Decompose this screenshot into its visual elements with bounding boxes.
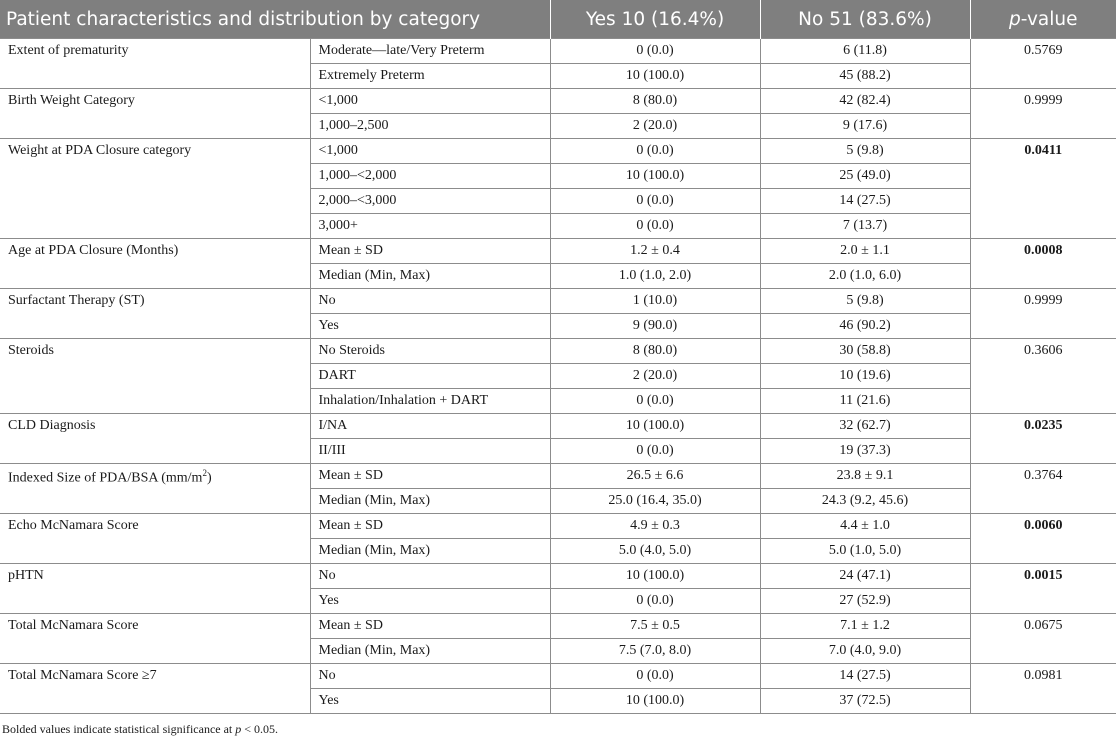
no-value: 32 (62.7): [760, 414, 970, 439]
table-row: [0, 139, 1116, 164]
subcategory-label: <1,000: [310, 89, 550, 114]
subcategory-label: No: [310, 564, 550, 589]
p-value: 0.0015: [970, 564, 1116, 614]
subcategory-label: Median (Min, Max): [310, 639, 550, 664]
yes-value: 0 (0.0): [550, 139, 760, 164]
table-row: [0, 414, 1116, 439]
subcategory-label: Median (Min, Max): [310, 264, 550, 289]
subcategory-label: Median (Min, Max): [310, 489, 550, 514]
no-value: 10 (19.6): [760, 364, 970, 389]
table-row: [0, 614, 1116, 639]
no-value: 25 (49.0): [760, 164, 970, 189]
p-value: 0.3606: [970, 339, 1116, 414]
no-value: 7.0 (4.0, 9.0): [760, 639, 970, 664]
header-yes-group: Yes 10 (16.4%): [550, 0, 760, 39]
no-value: 2.0 (1.0, 6.0): [760, 264, 970, 289]
subcategory-label: Median (Min, Max): [310, 539, 550, 564]
subcategory-label: 1,000–<2,000: [310, 164, 550, 189]
footnote-text-after: < 0.05.: [241, 722, 279, 736]
yes-value: 25.0 (16.4, 35.0): [550, 489, 760, 514]
yes-value: 0 (0.0): [550, 389, 760, 414]
table-row: [0, 239, 1116, 264]
no-value: 5.0 (1.0, 5.0): [760, 539, 970, 564]
subcategory-label: 2,000–<3,000: [310, 189, 550, 214]
p-value: 0.0060: [970, 514, 1116, 564]
no-value: 45 (88.2): [760, 64, 970, 89]
subcategory-label: Yes: [310, 314, 550, 339]
no-value: 14 (27.5): [760, 189, 970, 214]
yes-value: 0 (0.0): [550, 664, 760, 689]
yes-value: 0 (0.0): [550, 39, 760, 64]
table-row: [0, 339, 1116, 364]
subcategory-label: Yes: [310, 689, 550, 714]
yes-value: 1 (10.0): [550, 289, 760, 314]
no-value: 30 (58.8): [760, 339, 970, 364]
category-label-tail: ): [206, 470, 212, 486]
table-row: [0, 514, 1116, 539]
no-value: 5 (9.8): [760, 139, 970, 164]
category-cell: [0, 514, 310, 564]
subcategory-label: Mean ± SD: [310, 464, 550, 489]
subcategory-label: No Steroids: [310, 339, 550, 364]
category-cell: [0, 464, 310, 514]
yes-value: 0 (0.0): [550, 439, 760, 464]
category-cell: [0, 414, 310, 464]
yes-value: 2 (20.0): [550, 364, 760, 389]
p-value: 0.0981: [970, 664, 1116, 714]
no-value: 11 (21.6): [760, 389, 970, 414]
category-label: Birth Weight Category: [8, 93, 135, 108]
subcategory-label: Extremely Preterm: [310, 64, 550, 89]
subcategory-label: Yes: [310, 589, 550, 614]
p-value: 0.9999: [970, 89, 1116, 139]
yes-value: 10 (100.0): [550, 414, 760, 439]
category-label: Steroids: [8, 343, 54, 358]
category-label: Indexed Size of PDA/BSA (mm/m: [8, 470, 203, 486]
no-value: 46 (90.2): [760, 314, 970, 339]
category-cell: [0, 564, 310, 614]
table-row: [0, 664, 1116, 689]
header-characteristics: Patient characteristics and distribution by category: [0, 0, 550, 39]
category-cell: [0, 339, 310, 414]
category-cell: [0, 239, 310, 289]
table-row: [0, 39, 1116, 64]
subcategory-label: Moderate—late/Very Preterm: [310, 39, 550, 64]
subcategory-label: Mean ± SD: [310, 239, 550, 264]
footnote-text-before: Bolded values indicate statistical significance at: [2, 722, 236, 736]
yes-value: 10 (100.0): [550, 564, 760, 589]
category-label: Total McNamara Score ≥7: [8, 668, 157, 683]
footnote-p-italic: p: [235, 722, 242, 736]
yes-value: 8 (80.0): [550, 339, 760, 364]
table-header-row: [0, 0, 1116, 39]
p-value: 0.0675: [970, 614, 1116, 664]
no-value: 19 (37.3): [760, 439, 970, 464]
p-value: 0.0235: [970, 414, 1116, 464]
table-row: [0, 289, 1116, 314]
p-value: 0.0008: [970, 239, 1116, 289]
p-value: 0.9999: [970, 289, 1116, 339]
yes-value: 2 (20.0): [550, 114, 760, 139]
no-value: 24.3 (9.2, 45.6): [760, 489, 970, 514]
category-cell: [0, 89, 310, 139]
yes-value: 7.5 (7.0, 8.0): [550, 639, 760, 664]
header-p-value: [970, 0, 1116, 39]
no-value: 7 (13.7): [760, 214, 970, 239]
no-value: 14 (27.5): [760, 664, 970, 689]
table-row: [0, 464, 1116, 489]
subcategory-label: No: [310, 289, 550, 314]
subcategory-label: 1,000–2,500: [310, 114, 550, 139]
category-label: Echo McNamara Score: [8, 518, 139, 533]
category-label: Surfactant Therapy (ST): [8, 293, 145, 308]
no-value: 27 (52.9): [760, 589, 970, 614]
yes-value: 10 (100.0): [550, 689, 760, 714]
category-cell: [0, 139, 310, 239]
category-label: Weight at PDA Closure category: [8, 143, 192, 158]
p-value: 0.3764: [970, 464, 1116, 514]
yes-value: 0 (0.0): [550, 214, 760, 239]
yes-value: 9 (90.0): [550, 314, 760, 339]
header-p-rest: -value: [1020, 8, 1078, 30]
subcategory-label: II/III: [310, 439, 550, 464]
header-p-italic: p: [1009, 8, 1021, 30]
no-value: 5 (9.8): [760, 289, 970, 314]
category-cell: [0, 39, 310, 89]
no-value: 24 (47.1): [760, 564, 970, 589]
yes-value: 10 (100.0): [550, 164, 760, 189]
yes-value: 1.2 ± 0.4: [550, 239, 760, 264]
subcategory-label: No: [310, 664, 550, 689]
category-cell: [0, 289, 310, 339]
no-value: 6 (11.8): [760, 39, 970, 64]
subcategory-label: 3,000+: [310, 214, 550, 239]
no-value: 42 (82.4): [760, 89, 970, 114]
subcategory-label: DART: [310, 364, 550, 389]
category-label: Total McNamara Score: [8, 618, 139, 633]
yes-value: 7.5 ± 0.5: [550, 614, 760, 639]
no-value: 37 (72.5): [760, 689, 970, 714]
yes-value: 8 (80.0): [550, 89, 760, 114]
category-superscript: 2: [202, 468, 207, 478]
yes-value: 26.5 ± 6.6: [550, 464, 760, 489]
subcategory-label: I/NA: [310, 414, 550, 439]
subcategory-label: Mean ± SD: [310, 614, 550, 639]
category-cell: [0, 664, 310, 714]
no-value: 4.4 ± 1.0: [760, 514, 970, 539]
no-value: 7.1 ± 1.2: [760, 614, 970, 639]
yes-value: 5.0 (4.0, 5.0): [550, 539, 760, 564]
header-no-group: No 51 (83.6%): [760, 0, 970, 39]
p-value: 0.5769: [970, 39, 1116, 89]
no-value: 2.0 ± 1.1: [760, 239, 970, 264]
yes-value: 10 (100.0): [550, 64, 760, 89]
category-label: pHTN: [8, 568, 44, 583]
table-row: [0, 89, 1116, 114]
category-label: Age at PDA Closure (Months): [8, 243, 179, 258]
yes-value: 4.9 ± 0.3: [550, 514, 760, 539]
category-label: CLD Diagnosis: [8, 418, 96, 433]
no-value: 23.8 ± 9.1: [760, 464, 970, 489]
subcategory-label: Mean ± SD: [310, 514, 550, 539]
subcategory-label: <1,000: [310, 139, 550, 164]
subcategory-label: Inhalation/Inhalation + DART: [310, 389, 550, 414]
category-cell: [0, 614, 310, 664]
yes-value: 1.0 (1.0, 2.0): [550, 264, 760, 289]
table-row: [0, 564, 1116, 589]
table-body: [0, 39, 1116, 714]
p-value: 0.0411: [970, 139, 1116, 239]
no-value: 9 (17.6): [760, 114, 970, 139]
yes-value: 0 (0.0): [550, 589, 760, 614]
table-footnote: [2, 722, 278, 737]
yes-value: 0 (0.0): [550, 189, 760, 214]
category-label: Extent of prematurity: [8, 43, 129, 58]
